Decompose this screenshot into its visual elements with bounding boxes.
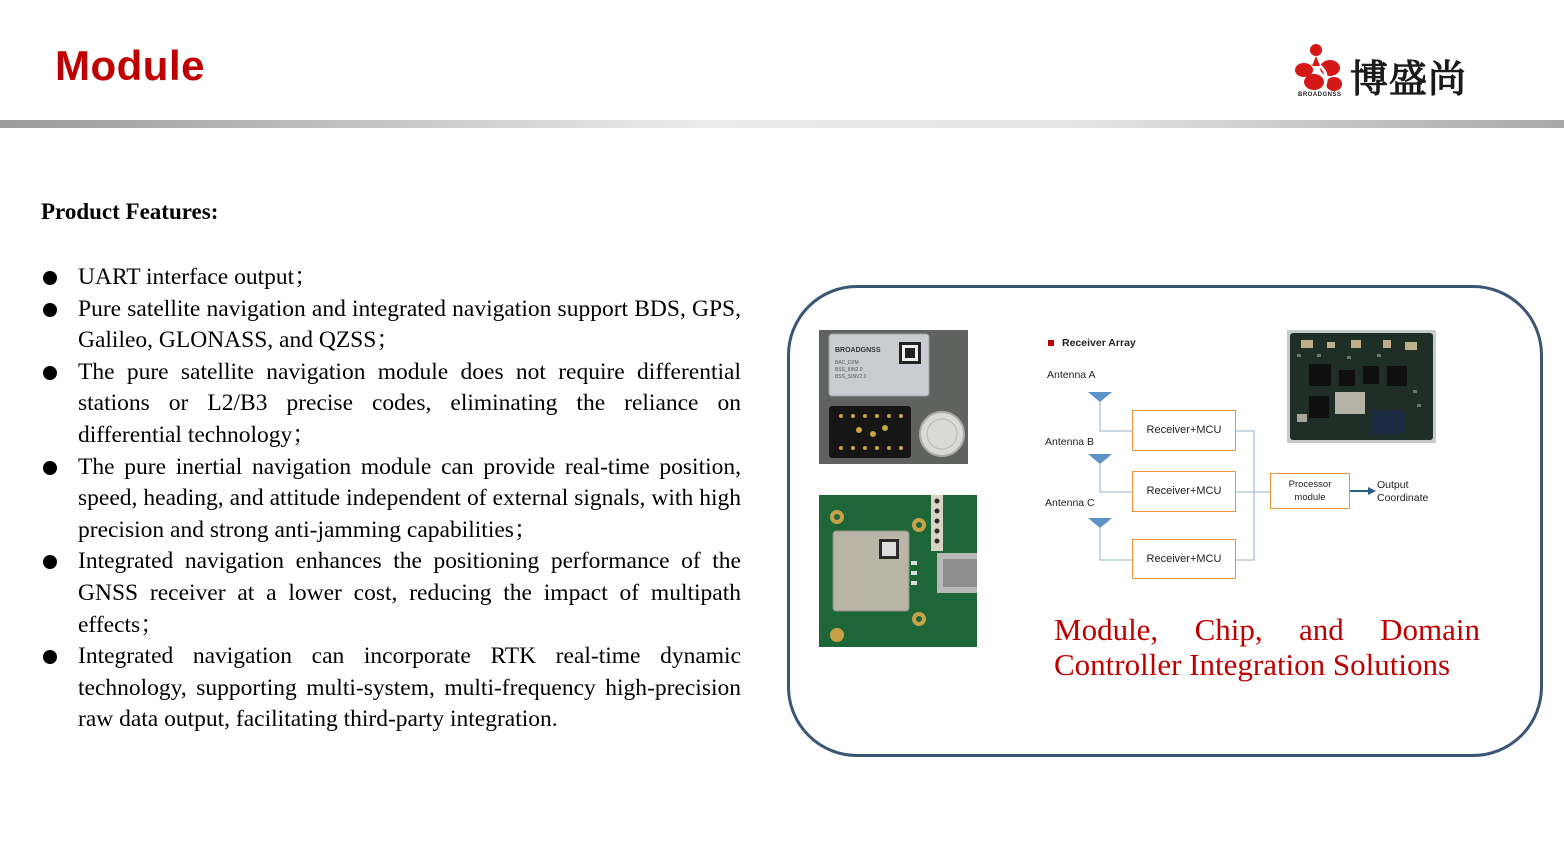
processor-module-box: Processor module bbox=[1270, 473, 1350, 509]
page-title: Module bbox=[55, 42, 205, 89]
bullet-icon bbox=[43, 461, 57, 475]
antenna-label: Antenna A bbox=[1047, 369, 1096, 381]
receiver-box: Receiver+MCU bbox=[1132, 410, 1236, 451]
feature-item: UART interface output； bbox=[41, 262, 741, 294]
module-label-line: BSS_SINV2.0 bbox=[835, 374, 867, 380]
logo-flower-icon bbox=[1290, 40, 1348, 96]
company-logo bbox=[1290, 40, 1480, 104]
feature-item: Pure satellite navigation and integrated navigation support BDS, GPS, Galileo, GLONASS, and QZSS； bbox=[41, 294, 741, 357]
antenna-label: Antenna B bbox=[1045, 436, 1095, 448]
bullet-icon bbox=[43, 366, 57, 380]
feature-item: Integrated navigation can incorporate RTK real-time dynamic technology, supporting multi-system, multi-frequency high-precision raw data output, facilitating third-party integration. bbox=[41, 641, 741, 736]
solutions-caption: Module, Chip, and Domain bbox=[1054, 612, 1480, 647]
feature-item: Integrated navigation enhances the positioning performance of the GNSS receiver at a lower cost, reducing the impact of multipath effects； bbox=[41, 546, 741, 641]
module-label-brand: BROADGNSS bbox=[835, 347, 881, 354]
module-label-line: BAC_D2M bbox=[835, 360, 859, 366]
receiver-box: Receiver+MCU bbox=[1132, 471, 1236, 512]
module-photo-bottom bbox=[819, 495, 977, 647]
logo-text: 博盛尚 bbox=[1350, 57, 1468, 101]
output-label: Output Coordinate bbox=[1377, 479, 1429, 504]
output-arrow-icon bbox=[1368, 487, 1376, 495]
receiver-box: Receiver+MCU bbox=[1132, 539, 1236, 579]
bullet-icon bbox=[43, 555, 57, 569]
diagram-legend: Receiver Array bbox=[1062, 337, 1136, 349]
receiver-array-diagram bbox=[1040, 330, 1429, 580]
solutions-caption-line2: Controller Integration Solutions bbox=[1054, 647, 1451, 682]
module-label-line: BSS_IIIN2.0 bbox=[835, 367, 863, 373]
module-photo-top bbox=[819, 330, 968, 464]
header-divider bbox=[0, 120, 1564, 128]
bullet-icon bbox=[43, 271, 57, 285]
feature-item: The pure satellite navigation module does not require differential stations or L2/B3 precise codes, eliminating the reliance on differential technology； bbox=[41, 357, 741, 452]
antenna-label: Antenna C bbox=[1045, 497, 1095, 509]
feature-item: The pure inertial navigation module can provide real-time position, speed, heading, and attitude independent of external signals, with high precision and strong anti-jamming capabilities； bbox=[41, 452, 741, 547]
features-heading: Product Features: bbox=[41, 199, 219, 224]
logo-subtext: BROADGNSS bbox=[1298, 92, 1342, 98]
legend-marker-icon bbox=[1048, 340, 1054, 346]
bullet-icon bbox=[43, 650, 57, 664]
feature-list bbox=[41, 262, 741, 736]
bullet-icon bbox=[43, 303, 57, 317]
